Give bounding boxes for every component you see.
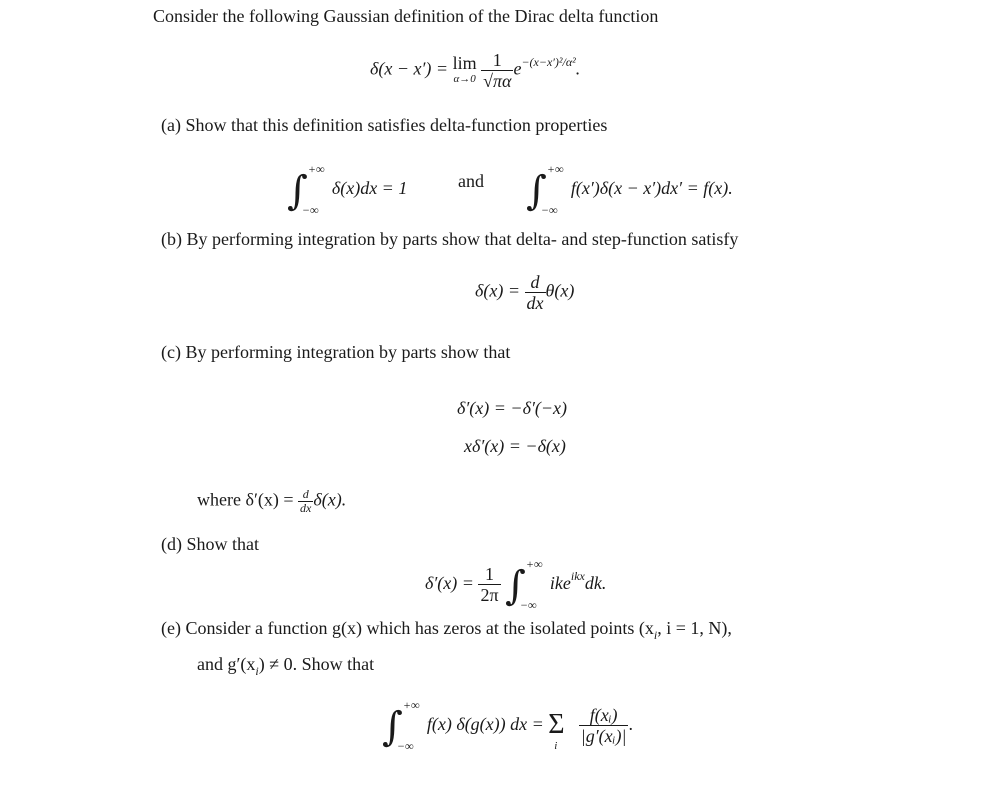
part-b-lhs: δ(x) = xyxy=(475,280,520,301)
part-e-end: . xyxy=(628,714,633,734)
exp-base: e xyxy=(513,58,522,79)
eq-def-lhs: δ(x − x′) = xyxy=(370,58,449,79)
part-c-where xyxy=(197,488,346,515)
part-b-heading xyxy=(161,229,738,250)
int2-bounds: +∞ −∞ xyxy=(540,161,564,217)
integral-sign: ∫ xyxy=(287,168,308,214)
part-c-heading xyxy=(161,342,510,363)
eq-def-fraction xyxy=(481,50,513,91)
part-a-integral-2 xyxy=(526,158,733,217)
integral-sign: ∫ xyxy=(382,704,403,750)
part-a-label: (a) xyxy=(161,115,181,135)
int2-body: f(x′)δ(x − x′)dx′ = f(x). xyxy=(570,178,733,198)
part-e-line1: (e) Consider a function g(x) which has zeros at the isolated points ($x_i$, i = 1, N), xyxy=(161,618,732,642)
part-b-text: By performing integration by parts show that delta- and step-function satisfy xyxy=(186,229,739,249)
eq-definition xyxy=(370,50,580,91)
part-c-eq2: xδ′(x) = −δ(x) xyxy=(464,436,566,456)
part-e-equation xyxy=(382,694,633,753)
part-d-fraction: $\frac{1}{2\pi}$ xyxy=(480,564,499,606)
part-d-label: (d) xyxy=(161,534,182,554)
where-pre: where δ′(x) = xyxy=(197,489,294,510)
integral-sign: ∫ xyxy=(526,168,547,214)
part-d-heading xyxy=(161,534,259,555)
lim-sub: α→0 xyxy=(453,72,476,85)
sum-index: i xyxy=(554,740,558,752)
part-e-fraction: $\frac{\text{f(xᵢ)}}{\text{|g′(xᵢ)|}}$ xyxy=(580,705,627,747)
exp-power: −(x−x′)²/α² xyxy=(521,54,576,69)
part-a-and: and xyxy=(458,171,484,191)
part-c-text: By performing integration by parts show that xyxy=(185,342,511,362)
where-post: δ(x). xyxy=(313,489,347,510)
part-d-equation xyxy=(425,553,607,612)
part-e-body: f(x) δ(g(x)) dx = xyxy=(426,714,544,734)
part-c-label: (c) xyxy=(161,342,181,362)
part-e-text2-post: ) ≠ 0. Show that xyxy=(258,654,375,674)
part-d-body-exp: ikx xyxy=(570,569,585,583)
part-a-heading xyxy=(161,115,607,136)
part-c-eq1: δ′(x) = −δ′(−x) xyxy=(457,398,568,418)
where-fraction: $\frac{d}{dx}$ xyxy=(300,487,312,515)
sum-sign: Σ xyxy=(548,709,565,740)
part-d-body-post: dk. xyxy=(584,573,607,593)
eq-def-limit xyxy=(452,52,477,87)
part-d-lhs: δ′(x) = xyxy=(425,573,474,593)
eq-def-end: . xyxy=(575,58,581,79)
int1-body: δ(x)dx = 1 xyxy=(331,178,408,198)
part-a-integral-1 xyxy=(287,158,408,217)
part-e-label: (e) xyxy=(161,618,181,638)
part-e-line2: and $g'(x_i) \ne 0$. Show that xyxy=(197,654,375,678)
part-b-label: (b) xyxy=(161,229,182,249)
part-e-text1: Consider a function g(x) which has zeros at the isolated points (x xyxy=(185,618,654,638)
lim-word: lim xyxy=(452,52,477,73)
int1-bounds: +∞ −∞ xyxy=(301,161,325,217)
integral-sign: ∫ xyxy=(505,563,526,609)
part-e-text1-post: , i = 1, N), xyxy=(657,618,732,638)
part-d-body-pre: ike xyxy=(549,573,571,593)
part-b-equation xyxy=(475,272,574,313)
part-e-bounds: +∞ −∞ xyxy=(396,697,420,753)
part-b-rhs: θ(x) xyxy=(545,280,575,301)
part-a-text: Show that this definition satisfies delta-function properties xyxy=(185,115,608,135)
part-e-text2: and g′(x xyxy=(197,654,256,674)
eq-def-num: 1 xyxy=(492,50,502,70)
part-d-bounds: +∞ −∞ xyxy=(519,556,543,612)
eq-def-den: √πα xyxy=(483,71,512,91)
part-b-fraction: $\frac{d}{dx}$ xyxy=(526,272,544,313)
intro-text: Consider the following Gaussian definition of the Dirac delta function xyxy=(153,6,659,26)
part-d-text: Show that xyxy=(186,534,260,554)
sum-block xyxy=(548,706,574,752)
